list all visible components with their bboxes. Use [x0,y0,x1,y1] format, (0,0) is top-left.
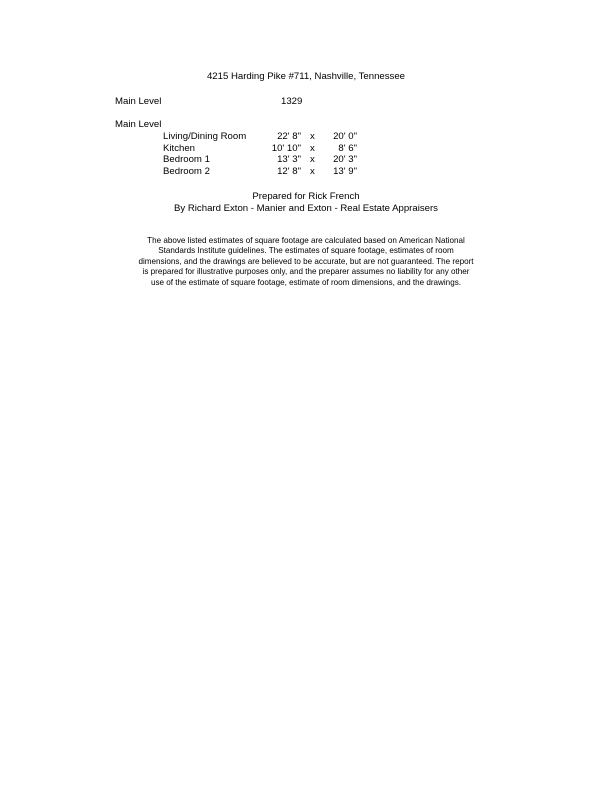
dimension-separator: x [310,131,315,142]
disclaimer-line: Standards Institute guidelines. The estimates of square footage, estimates of room [158,246,454,256]
disclaimer-line: dimensions, and the drawings are believed to be accurate, but are not guaranteed. The report [138,256,474,266]
room-name: Kitchen [163,142,195,154]
room-dimension-2: 20' 3" [333,154,357,165]
room-dimension-2: 20' 0" [333,131,357,142]
level-square-footage: 1329 [281,96,303,107]
dimension-separator: x [310,154,315,165]
room-dimension-1: 12' 8" [277,165,301,177]
level-summary-row [115,96,415,108]
room-row [163,154,383,166]
room-name: Living/Dining Room [163,131,247,142]
property-address: 4215 Harding Pike #711, Nashville, Tennessee [206,71,406,82]
room-row [163,143,383,155]
disclaimer [0,236,612,288]
room-dimensions-list [163,131,383,177]
dimension-separator: x [310,165,315,177]
room-dimension-2: 13' 9" [333,165,357,177]
prepared-by: By Richard Exton - Manier and Exton - Real Estate Appraisers [174,202,438,214]
prepared-for: Prepared for Rick French [252,191,360,202]
room-dimension-1: 13' 3" [277,154,301,165]
room-row [163,131,383,143]
room-dimension-2: 8' 6" [338,142,357,154]
prepared-by-block [0,191,612,214]
room-dimension-1: 10' 10" [271,142,301,154]
room-name: Bedroom 1 [163,154,210,165]
disclaimer-line: The above listed estimates of square footage are calculated based on American National [147,236,465,245]
rooms-section-title: Main Level [115,119,162,130]
disclaimer-line: use of the estimate of square footage, estimate of room dimensions, and the drawings. [151,277,461,287]
room-name: Bedroom 2 [163,165,210,177]
disclaimer-line: is prepared for illustrative purposes only, and the preparer assumes no liability for any other [142,267,470,277]
dimension-separator: x [310,142,315,154]
room-dimension-1: 22' 8" [277,131,301,142]
level-summary-label: Main Level [115,96,162,107]
room-row [163,166,383,178]
